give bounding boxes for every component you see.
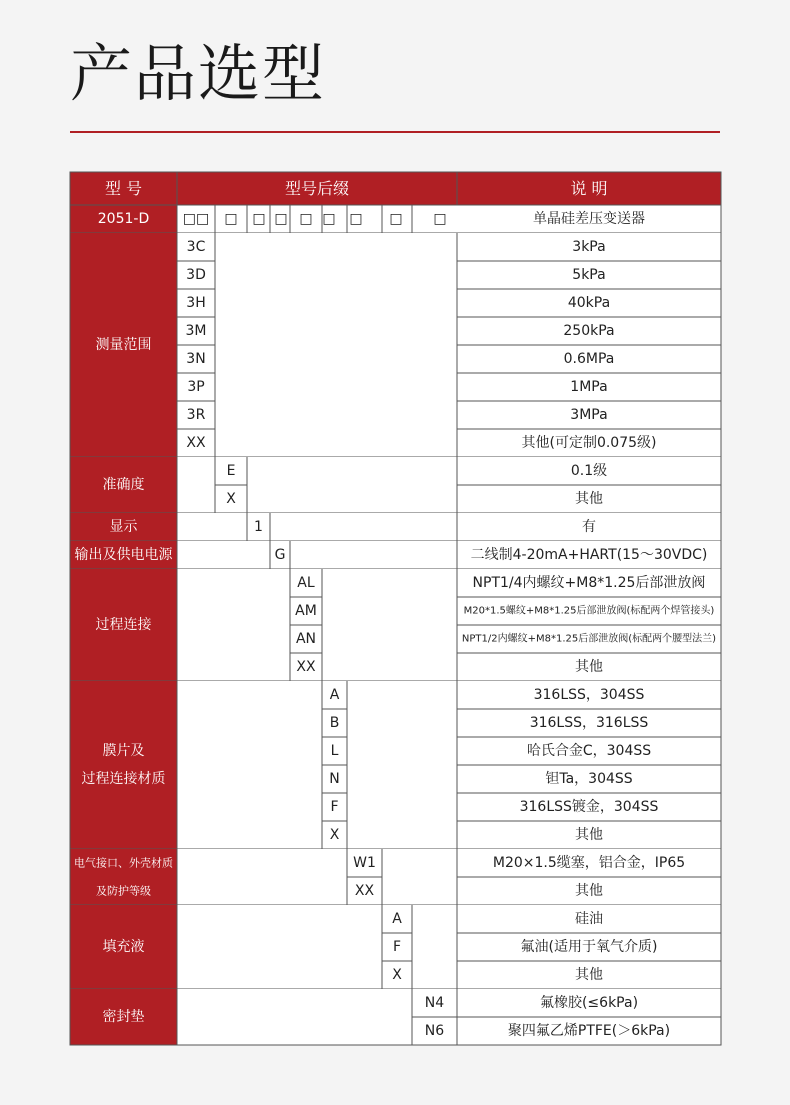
option-description: 其他 (575, 491, 603, 507)
option-description: 钽Ta，304SS (545, 771, 633, 787)
group-label: 及防护等级 (96, 884, 151, 898)
group-label: 填充液 (102, 939, 145, 955)
option-description: 其他(可定制0.075级) (521, 435, 657, 451)
option-description: 0.6MPa (563, 351, 615, 367)
option-code: AL (297, 575, 315, 591)
header-description: 说 明 (570, 179, 608, 198)
option-code: XX (296, 659, 316, 675)
table-header-row (70, 172, 721, 205)
option-code: X (392, 967, 402, 983)
option-description: 其他 (575, 967, 603, 983)
option-description: 1MPa (570, 379, 608, 395)
option-description: M20×1.5缆塞，铝合金，IP65 (492, 855, 686, 871)
group-label: 膜片及 (102, 743, 145, 759)
group-label: 密封垫 (102, 1009, 145, 1025)
option-description: 316LSS镀金，304SS (519, 799, 659, 815)
suffix-box: □ (224, 211, 238, 227)
option-description: 316LSS，316LSS (529, 715, 649, 731)
option-description: 0.1级 (570, 463, 608, 479)
option-code: F (392, 939, 402, 955)
option-code: 3D (186, 267, 206, 283)
option-description: 5kPa (572, 267, 606, 283)
suffix-box: □□ (182, 211, 210, 227)
group-label: 过程连接材质 (81, 771, 166, 787)
option-code: XX (354, 883, 375, 899)
option-description: 氟油(适用于氧气介质) (520, 939, 658, 955)
group-label: 过程连接 (95, 617, 152, 633)
option-description: 二线制4-20mA+HART(15～30VDC) (470, 547, 708, 563)
group-label: 输出及供电电源 (74, 547, 173, 563)
suffix-box: □ (299, 211, 313, 227)
option-code: B (329, 715, 340, 731)
option-description: 250kPa (563, 323, 615, 339)
option-code: AN (295, 631, 317, 647)
option-code: F (330, 799, 339, 815)
base-description: 单晶硅差压变送器 (533, 211, 645, 227)
option-description: 其他 (575, 827, 603, 843)
option-description: 其他 (575, 883, 603, 899)
suffix-box: □ (274, 211, 288, 227)
suffix-box: □ (389, 211, 403, 227)
suffix-box: □ (322, 211, 336, 227)
option-code: A (329, 687, 340, 703)
option-code: XX (186, 435, 206, 451)
option-description: NPT1/2内螺纹+M8*1.25后部泄放阀(标配两个腰型法兰) (461, 633, 717, 645)
option-description: 哈氏合金C，304SS (526, 743, 652, 759)
option-code: 3M (185, 323, 207, 339)
group-label: 测量范围 (95, 337, 152, 353)
option-code: G (274, 547, 286, 563)
option-description: 聚四氟乙烯PTFE(＞6kPa) (507, 1023, 671, 1039)
group-label: 准确度 (102, 477, 145, 493)
option-code: 1 (254, 519, 263, 535)
group-label-cell (70, 681, 177, 849)
suffix-box: □ (433, 211, 447, 227)
option-description: 硅油 (575, 911, 603, 927)
option-code: N (329, 771, 340, 787)
option-code: X (329, 827, 340, 843)
group-label: 电气接口、外壳材质 (74, 856, 173, 870)
option-code: 3H (186, 295, 206, 311)
option-description: 有 (582, 519, 596, 535)
option-code: N6 (424, 1023, 445, 1039)
option-description: 40kPa (567, 295, 611, 311)
option-description: 其他 (575, 659, 603, 675)
header-model: 型 号 (104, 179, 143, 198)
group-label: 显示 (109, 519, 138, 535)
base-model: 2051-D (97, 211, 150, 227)
option-description: 316LSS，304SS (533, 687, 645, 703)
option-description: 3MPa (570, 407, 608, 423)
option-code: L (330, 743, 339, 759)
option-code: A (392, 911, 402, 927)
option-code: 3P (187, 379, 205, 395)
option-description: NPT1/4内螺纹+M8*1.25后部泄放阀 (472, 575, 706, 591)
option-code: 3C (186, 239, 206, 255)
page-title: 产品选型 (70, 37, 327, 110)
option-code: 3N (186, 351, 206, 367)
option-description: 氟橡胶(≤6kPa) (539, 995, 639, 1011)
option-description: M20*1.5螺纹+M8*1.25后部泄放阀(标配两个焊管接头) (463, 605, 715, 617)
option-description: 3kPa (572, 239, 606, 255)
option-code: E (226, 463, 236, 479)
header-suffix: 型号后缀 (284, 179, 350, 198)
suffix-box: □ (349, 211, 363, 227)
option-code: X (226, 491, 236, 507)
option-code: AM (295, 603, 317, 619)
suffix-box: □ (252, 211, 266, 227)
option-code: N4 (424, 995, 445, 1011)
option-code: W1 (353, 855, 376, 871)
option-code: 3R (186, 407, 206, 423)
